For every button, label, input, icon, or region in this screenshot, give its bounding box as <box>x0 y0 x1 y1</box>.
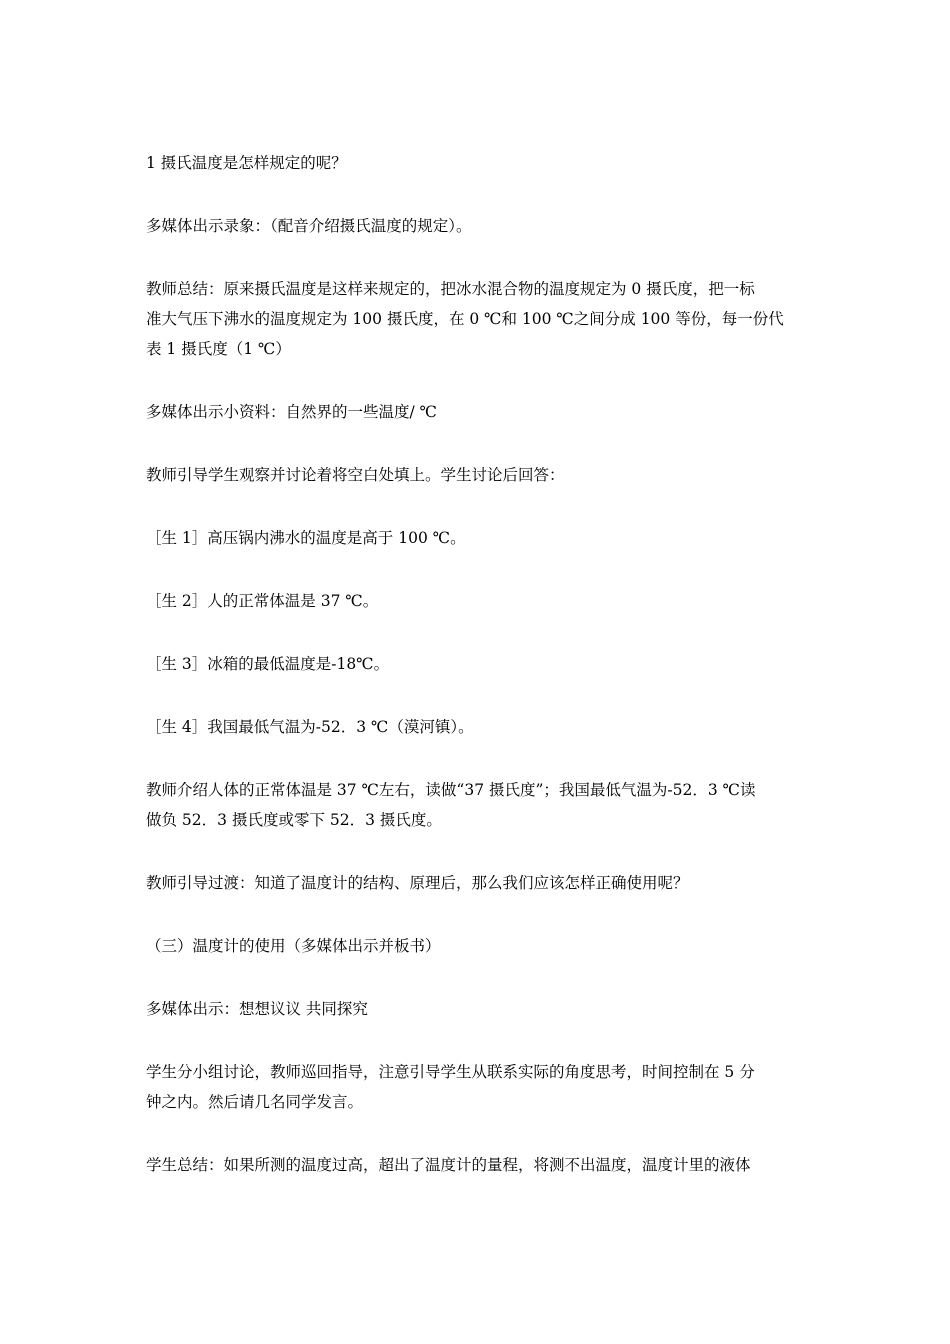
text-line: 1 摄氏温度是怎样规定的呢？ <box>146 154 347 172</box>
teacher-transition-paragraph <box>146 868 808 898</box>
teacher-intro-paragraph <box>146 775 808 835</box>
student-answer-1 <box>146 523 808 553</box>
teacher-guide-paragraph <box>146 460 808 490</box>
teacher-summary-paragraph <box>146 274 808 364</box>
text-line: （三）温度计的使用（多媒体出示并板书） <box>146 937 441 955</box>
student-answer-4 <box>146 712 808 742</box>
text-line: 学生分小组讨论，教师巡回指导，注意引导学生从联系实际的角度思考，时间控制在 5 分 <box>146 1063 755 1081</box>
student-answer-2 <box>146 586 808 616</box>
text-line: 教师总结：原来摄氏温度是这样来规定的，把冰水混合物的温度规定为 0 摄氏度，把一标 <box>146 280 755 298</box>
student-summary-paragraph <box>146 1150 808 1180</box>
text-line: 多媒体出示：想想议议 共同探究 <box>146 1000 368 1018</box>
text-line: 做负 52．3 摄氏度或零下 52．3 摄氏度。 <box>146 811 442 829</box>
text-line: 钟之内。然后请几名同学发言。 <box>146 1093 364 1111</box>
text-line: ［生 3］冰箱的最低温度是-18℃。 <box>146 655 390 673</box>
text-line: 教师引导过渡：知道了温度计的结构、原理后，那么我们应该怎样正确使用呢？ <box>146 874 689 892</box>
text-line: 多媒体出示小资料：自然界的一些温度/ ℃ <box>146 403 437 421</box>
document-body <box>146 148 808 1180</box>
text-line: ［生 2］人的正常体温是 37 ℃。 <box>146 592 379 610</box>
text-line: 学生总结：如果所测的温度过高，超出了温度计的量程，将测不出温度，温度计里的液体 <box>146 1156 751 1174</box>
multimedia-video-paragraph <box>146 211 808 241</box>
text-line: 表 1 摄氏度（1 ℃） <box>146 340 291 358</box>
text-line: 教师介绍人体的正常体温是 37 ℃左右，读做“37 摄氏度”；我国最低气温为-52．3 ℃读 <box>146 781 756 799</box>
text-line: 准大气压下沸水的温度规定为 100 摄氏度，在 0 ℃和 100 ℃之间分成 100 等份，每一份代 <box>146 310 784 328</box>
section-heading <box>146 931 808 961</box>
text-line: ［生 1］高压锅内沸水的温度是高于 100 ℃。 <box>146 529 466 547</box>
multimedia-data-paragraph <box>146 397 808 427</box>
text-line: 教师引导学生观察并讨论着将空白处填上。学生讨论后回答： <box>146 466 565 484</box>
text-line: 多媒体出示录象：（配音介绍摄氏温度的规定）。 <box>146 217 472 235</box>
student-answer-3 <box>146 649 808 679</box>
question-heading <box>146 148 808 178</box>
multimedia-discuss-paragraph <box>146 994 808 1024</box>
group-discussion-paragraph <box>146 1057 808 1117</box>
text-line: ［生 4］我国最低气温为-52．3 ℃（漠河镇）。 <box>146 718 474 736</box>
